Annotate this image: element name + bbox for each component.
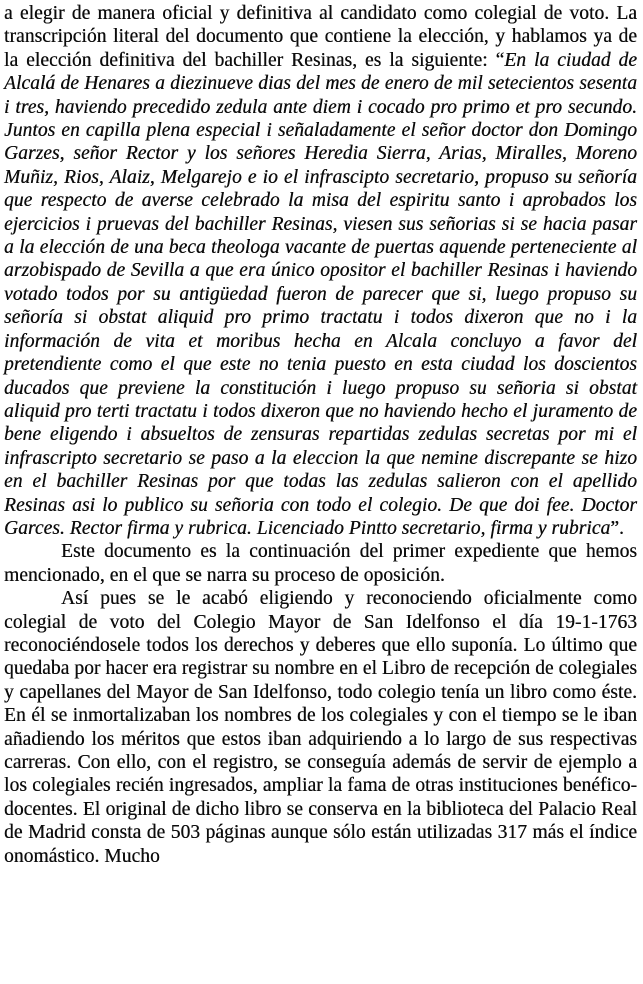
paragraph-election-transcription: [4, 2, 637, 540]
text-run-roman-closing-quote: ”.: [610, 517, 624, 539]
paragraph-continuation-note: Este documento es la continuación del primer expediente que hemos mencionado, en el que se narra su proceso de oposición.: [4, 541, 637, 586]
paragraph-election-summary: Así pues se le acabó eligiendo y reconociendo oficialmente como colegial de voto del Colegio Mayor de San Idelfonso el día 19-1-1763 reconociéndosele todos los derechos y deberes que ello suponía. Lo último que quedaba por hacer era registrar su nombre en el Libro de recepción de colegiales y capellanes del Mayor de San Idelfonso, todo colegio tenía un libro como éste. En él se inmortalizaban los nombres de los colegiales y con el tiempo se le iban añadiendo los méritos que estos iban adquiriendo a lo largo de sus respectivas carreras. Con ello, con el registro, se conseguía además de servir de ejemplo a los colegiales recién ingresados, ampliar la fama de otras instituciones benéfico-docentes. El original de dicho libro se conserva en la biblioteca del Palacio Real de Madrid consta de 503 páginas aunque sólo están utilizadas 317 más el índice onomástico. Mucho: [4, 588, 637, 867]
text-run-roman-intro: a elegir de manera oficial y definitiva al candidato como colegial de voto. La transcripción literal del documento que contiene la elección, y hablamos ya de la elección definitiva del bachiller Resinas, es la siguiente: “: [4, 3, 637, 71]
text-run-italic-transcription-quote: En la ciudad de Alcalá de Henares a diezinueve dias del mes de enero de mil setecientos sesenta i tres, haviendo precedido zedula ante diem i cocado pro primo et pro secundo. Juntos en capilla plena especial i señaladamente el señor doctor don Domingo Garzes, señor Rector y los señores Heredia Sierra, Arias, Miralles, Moreno Muñiz, Rios, Alaiz, Melgarejo e io el infrascipto secretario, propuso su señoría que respecto de averse celebrado la misa del espiritu santo i aprobados los ejercicios i pruevas del bachiller Resinas, viesen sus señorias si se hacia pasar a la elección de una beca theologa vacante de puertas aquende perteneciente al arzobispado de Sevilla a que era único opositor el bachiller Resinas i haviendo votado todos por su antigüedad fueron de parecer que si, luego propuso su señoría si obstat aliquid pro primo tractatu i todos dixeron que no i la información de vita et moribus hecha en Alcala concluyo a favor del pretendiente como el que este no tenia puesto en esta ciudad los doscientos ducados que previene la constitución i luego propuso su señoria si obstat aliquid pro terti tractatu i todos dixeron que no haviendo hecho el juramento de bene eligendo i absueltos de zensuras repartidas zedulas secretas por mi el infrascripto secretario se paso a la eleccion la que nemine discrepante se hizo en el bachiller Resinas por que todas las zedulas salieron con el apellido Resinas asi lo publico su señoria con todo el colegio. De que doi fee. Doctor Garces. Rector firma y rubrica. Licenciado Pintto secretario, firma y rubrica: [4, 49, 637, 539]
